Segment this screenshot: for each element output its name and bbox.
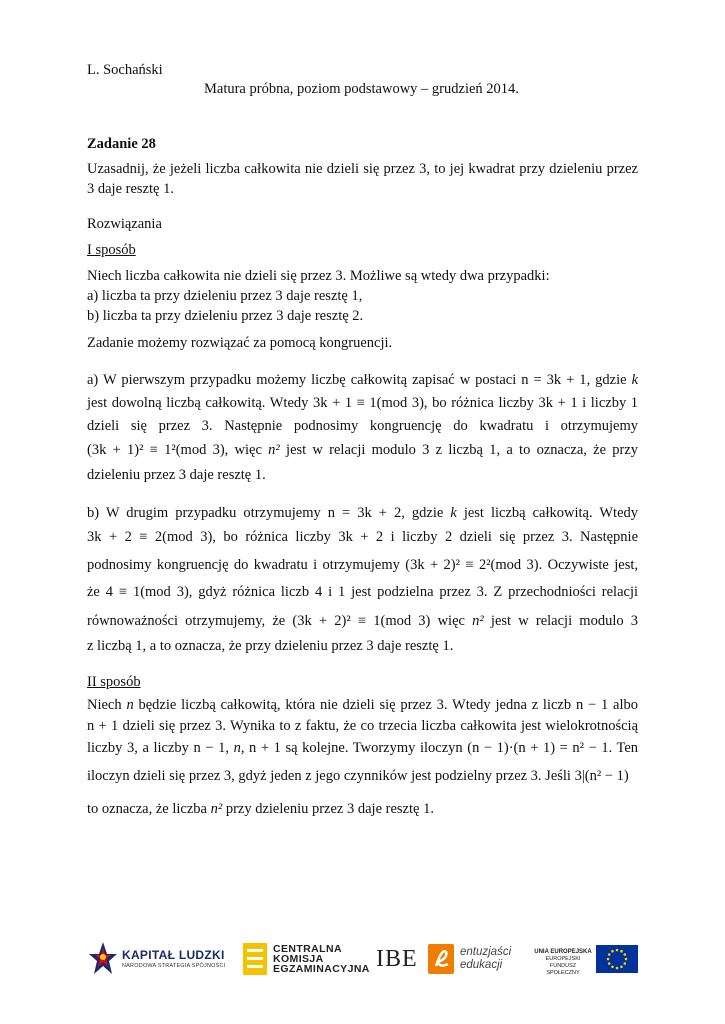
math-expression: n, xyxy=(233,740,245,756)
ibe-logo: IBE entuzjaści edukacji xyxy=(376,946,512,972)
math-expression: (3k + 2)² ≡ 1(mod 3) xyxy=(292,613,431,629)
math-expression: n − 1, xyxy=(193,740,229,756)
method-1-intro-1: Niech liczba całkowita nie dzieli się przez 3. Możliwe są wtedy dwa przypadki: xyxy=(87,268,550,284)
task-title: Zadanie 28 xyxy=(87,136,156,152)
method-1-heading: I sposób xyxy=(87,242,136,258)
math-expression: n + 1 xyxy=(249,740,281,756)
case-a-line-4: (3k + 1)² ≡ 1²(mod 3), więc n² jest w relacji modulo 3 z liczbą 1, a to oznacza, że przy xyxy=(87,442,639,458)
case-b-line-4: że 4 ≡ 1(mod 3), gdyż różnica liczb 4 i 1 jest podzielna przez 3. Z przechodniości relacji xyxy=(87,584,639,600)
method-1-intro-2: a) liczba ta przy dzieleniu przez 3 daje resztę 1, xyxy=(87,288,363,304)
math-expression: n = 3k + 1 xyxy=(521,372,587,388)
case-b-line-2: 3k + 2 ≡ 2(mod 3), bo różnica liczby 3k + 2 i liczby 2 dzieli się przez 3. Następnie xyxy=(87,529,639,545)
math-expression: (3k + 2)² ≡ 2²(mod 3) xyxy=(405,557,539,573)
math-expression: 3k + 2 xyxy=(338,529,384,545)
case-a-line-1: a) W pierwszym przypadku możemy liczbę całkowitą zapisać w postaci n = 3k + 1, gdzie k xyxy=(87,372,639,388)
eu-flag-icon xyxy=(596,945,638,973)
case-a-line-5: dzieleniu przez 3 daje resztę 1. xyxy=(87,467,266,483)
case-b-line-6: z liczbą 1, a to oznacza, że przy dzieleniu przez 3 daje resztę 1. xyxy=(87,638,454,654)
method-2-line-5: to oznacza, że liczba n² przy dzieleniu przez 3 daje resztę 1. xyxy=(87,801,434,817)
math-expression: n = 3k + 2 xyxy=(327,505,402,521)
math-expression: 3k + 1 xyxy=(538,395,578,411)
task-statement-line-2: 3 daje resztę 1. xyxy=(87,181,174,197)
case-a-line-2: jest dowolną liczbą całkowitą. Wtedy 3k + 1 ≡ 1(mod 3), bo różnica liczby 3k + 1 i liczby 1 xyxy=(87,395,639,411)
cke-logo: CENTRALNA KOMISJA EGZAMINACYJNA xyxy=(243,940,353,978)
math-expression: 3k + 2 ≡ 2(mod 3) xyxy=(87,529,213,545)
math-expression: (n − 1)·(n + 1) = n² − 1 xyxy=(467,740,609,756)
case-b-line-1: b) W drugim przypadku otrzymujemy n = 3k + 2, gdzie k jest liczbą całkowitą. Wtedy xyxy=(87,505,639,521)
kapital-ludzki-star-icon xyxy=(88,940,118,978)
math-expression: 3|(n² − 1) xyxy=(574,768,629,784)
solutions-heading: Rozwiązania xyxy=(87,216,162,232)
author: L. Sochański xyxy=(87,62,163,78)
math-expression: 4 ≡ 1(mod 3) xyxy=(105,584,189,600)
math-expression: n − 1 xyxy=(575,697,609,713)
exam-title: Matura próbna, poziom podstawowy – grudzień 2014. xyxy=(204,81,519,97)
method-2-line-4: iloczyn dzieli się przez 3, gdyż jeden z jego czynników jest podzielny przez 3. Jeśli 3|(n² − 1) xyxy=(87,768,629,784)
method-1-intro-4: Zadanie możemy rozwiązać za pomocą kongruencji. xyxy=(87,335,393,351)
task-statement-line-1: Uzasadnij, że jeżeli liczba całkowita nie dzieli się przez 3, to jej kwadrat przy dzieleniu przez xyxy=(87,161,638,177)
math-expression: n + 1 xyxy=(87,718,119,734)
math-expression: (3k + 1)² ≡ 1²(mod 3) xyxy=(87,442,225,458)
math-expression: 3k + 1 ≡ 1(mod 3) xyxy=(312,395,424,411)
method-2-line-3: liczby 3, a liczby n − 1, n, n + 1 są kolejne. Tworzymy iloczyn (n − 1)·(n + 1) = n² − 1. Ten xyxy=(87,740,639,756)
case-a-line-3: dzieli się przez 3. Następnie podnosimy kongruencję do kwadratu i otrzymujemy xyxy=(87,418,638,434)
method-2-heading: II sposób xyxy=(87,674,141,690)
case-b-line-5: równoważności otrzymujemy, że (3k + 2)² ≡ 1(mod 3) więc n² jest w relacji modulo 3 xyxy=(87,613,639,629)
eu-logo: UNIA EUROPEJSKA EUROPEJSKI FUNDUSZ SPOŁECZNY xyxy=(534,940,640,978)
method-2-line-2: n + 1 dzieli się przez 3. Wynika to z faktu, że co trzecia liczba całkowita jest wielokrotnością xyxy=(87,718,639,734)
method-1-intro-3: b) liczba ta przy dzieleniu przez 3 daje resztę 2. xyxy=(87,308,364,324)
case-b-line-3: podnosimy kongruencję do kwadratu i otrzymujemy (3k + 2)² ≡ 2²(mod 3). Oczywiste jest, xyxy=(87,557,638,573)
kapital-ludzki-logo: KAPITAŁ LUDZKI NARODOWA STRATEGIA SPÓJNOŚCI xyxy=(88,940,228,978)
cke-emblem-icon xyxy=(243,943,267,975)
method-2-line-1: Niech n będzie liczbą całkowitą, która nie dzieli się przez 3. Wtedy jedna z liczb n − 1 albo xyxy=(87,697,639,713)
entuzjasci-edukacji-icon xyxy=(428,944,454,974)
